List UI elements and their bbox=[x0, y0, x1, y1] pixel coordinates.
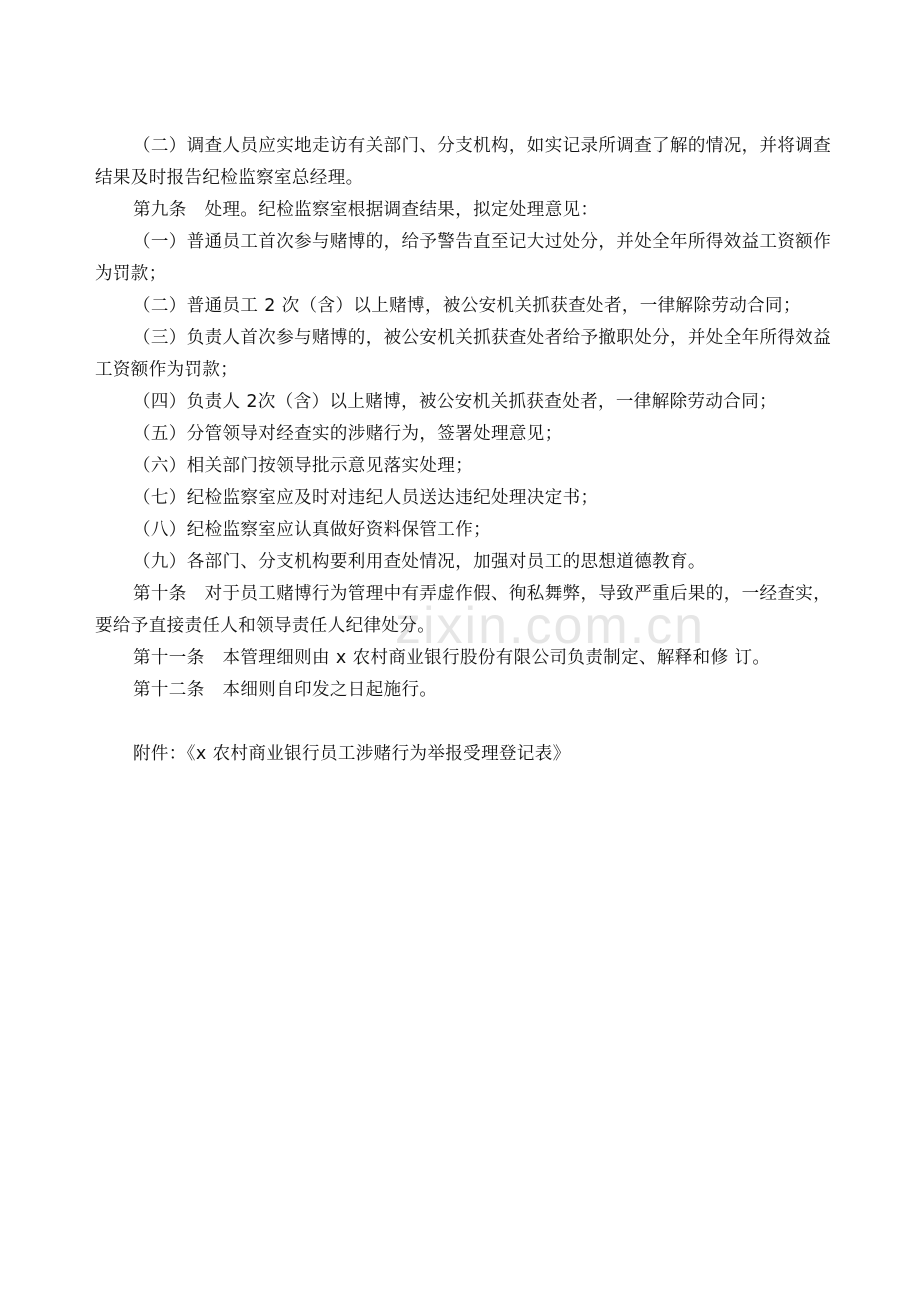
paragraph-item-8: （八）纪检监察室应认真做好资料保管工作； bbox=[133, 520, 491, 540]
paragraph-item-2: （二）普通员工 2 次（含）以上赌博，被公安机关抓获查处者，一律解除劳动合同； bbox=[133, 296, 801, 316]
paragraph-item-7: （七）纪检监察室应及时对违纪人员送达违纪处理决定书； bbox=[133, 488, 599, 508]
paragraph-item-6: （六）相关部门按领导批示意见落实处理； bbox=[133, 456, 474, 476]
paragraph-item-1: （一）普通员工首次参与赌博的，给予警告直至记大过处分，并处全年所得效益工资额作为罚款； bbox=[95, 232, 832, 284]
paragraph-item-4: （四）负责人 2次（含）以上赌博，被公安机关抓获查处者，一律解除劳动合同； bbox=[133, 392, 777, 412]
paragraph-investigation-report: （二）调查人员应实地走访有关部门、分支机构，如实记录所调查了解的情况，并将调查结果及时报告纪检监察室总经理。 bbox=[95, 136, 832, 188]
paragraph-article-10: 第十条 对于员工赌博行为管理中有弄虚作假、徇私舞弊，导致严重后果的，一经查实，要给予直接责任人和领导责任人纪律处分。 bbox=[95, 584, 832, 636]
paragraph-article-9: 第九条 处理。纪检监察室根据调查结果，拟定处理意见： bbox=[133, 200, 599, 220]
paragraph-article-12: 第十二条 本细则自印发之日起施行。 bbox=[133, 680, 438, 700]
attachment-line: 附件：《x 农村商业银行员工涉赌行为举报受理登记表》 bbox=[133, 744, 571, 764]
blank-line bbox=[95, 706, 840, 738]
paragraph-item-5: （五）分管领导对经查实的涉赌行为，签署处理意见； bbox=[133, 424, 563, 444]
paragraph-item-3: （三）负责人首次参与赌博的，被公安机关抓获查处者给予撤职处分，并处全年所得效益工资额作为罚款； bbox=[95, 328, 832, 380]
paragraph-article-11: 第十一条 本管理细则由 x 农村商业银行股份有限公司负责制定、解释和修 订。 bbox=[133, 648, 771, 668]
document-body bbox=[95, 130, 840, 770]
watermark: zixin.com.cn bbox=[395, 597, 706, 655]
paragraph-item-9: （九）各部门、分支机构要利用查处情况，加强对员工的思想道德教育。 bbox=[133, 552, 706, 572]
